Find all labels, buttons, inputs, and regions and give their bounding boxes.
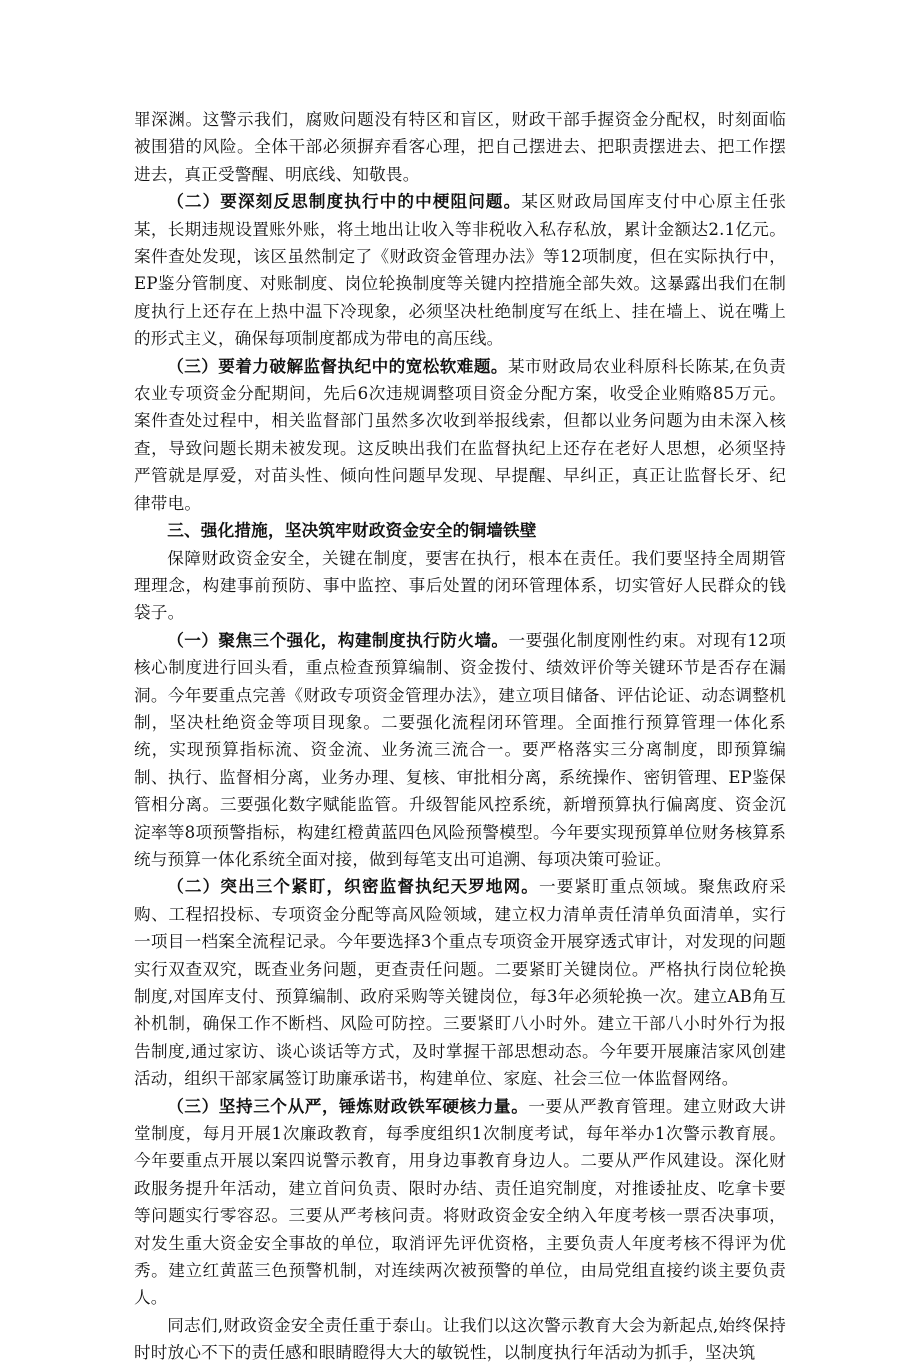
paragraph-continuation: 罪深渊。这警示我们，腐败问题没有特区和盲区，财政干部手握资金分配权，时刻面临被围猎的风险。全体干部必须摒弃看客心理，把自己摆进去、把职责摆进去、把工作摆进去，真正受警醒、明底线、知敬畏。 [134, 110, 786, 184]
subheading-measure-3: （三）坚持三个从严，锤炼财政铁军硬核力量。 [167, 1095, 529, 1116]
paragraph-measure-1-body: 一要强化制度刚性约束。对现有12项核心制度进行回头看，重点检查预算编制、资金拨付、绩效评价等关键环节是否存在漏洞。今年要重点完善《财政专项资金管理办法》，建立项目储备、评估论证、动态调整机制，坚决杜绝资金等项目现象。二要强化流程闭环管理。全面推行预算管理一体化系统，实现预算指标流、资金流、业务流三流合一。要严格落实三分离制度，即预算编制、执行、监督相分离，业务办理、复核、审批相分离，系统操作、密钥管理、EP鉴保管相分离。三要强化数字赋能监管。升级智能风控系统，新增预算执行偏离度、资金沉淀率等8项预警指标，构建红橙黄蓝四色风险预警模型。今年要实现预算单位财务核算系统与预算一体化系统全面对接，做到每笔支出可追溯、每项决策可验证。 [134, 630, 786, 869]
paragraph-measure-3-body: 一要从严教育管理。建立财政大讲堂制度，每月开展1次廉政教育，每季度组织1次制度考试，每年举办1次警示教育展。今年要重点开展以案四说警示教育，用身边事教育身边人。二要从严作风建设。深化财政服务提升年活动，建立首问负责、限时办结、责任追究制度，对推诿扯皮、吃拿卡要等问题实行零容忍。三要从严考核问责。将财政资金安全纳入年度考核一票否决事项，对发生重大资金安全事故的单位，取消评先评优资格，主要负责人年度考核不得评为优秀。建立红黄蓝三色预警机制，对连续两次被预警的单位，由局党组直接约谈主要负责人。 [134, 1096, 787, 1308]
subheading-measure-2: （二）突出三个紧盯，织密监督执纪天罗地网。 [167, 876, 540, 897]
subheading-measure-1: （一）聚焦三个强化，构建制度执行防火墙。 [167, 629, 509, 650]
paragraph-reflection-3-body: 某市财政局农业科原科长陈某,在负责农业专项资金分配期间，先后6次违规调整项目资金分配方案，收受企业贿赂85万元。案件查处过程中，相关监督部门虽然多次收到举报线索，但都以业务问题为由未深入核查，导致问题长期未被发现。这反映出我们在监督执纪上还存在老好人思想，必须坚持严管就是厚爱，对苗头性、倾向性问题早发现、早提醒、早纠正，真正让监督长牙、纪律带电。 [134, 356, 787, 513]
subheading-reflection-2: （二）要深刻反思制度执行中的中梗阻问题。 [167, 191, 522, 212]
paragraph-reflection-2-body: 某区财政局国库支付中心原主任张某，长期违规设置账外账，将土地出让收入等非税收入私存私放，累计金额达2.1亿元。案件查处发现，该区虽然制定了《财政资金管理办法》等12项制度，但在实际执行中，EP鉴分管制度、对账制度、岗位轮换制度等关键内控措施全部失效。这暴露出我们在制度执行上还存在上热中温下冷现象，必须坚决杜绝制度写在纸上、挂在墙上、说在嘴上的形式主义，确保每项制度都成为带电的高压线。 [134, 192, 787, 349]
paragraph-closing: 同志们,财政资金安全责任重于泰山。让我们以这次警示教育大会为新起点,始终保持时时放心不下的责任感和眼睛瞪得大大的敏锐性，以制度执行年活动为抓手，坚决筑 [134, 1315, 786, 1363]
paragraph-measure-2 [134, 873, 786, 1092]
subheading-reflection-3: （三）要着力破解监督执纪中的宽松软难题。 [167, 355, 508, 376]
paragraph-reflection-3 [134, 353, 786, 517]
paragraph-measure-3 [134, 1093, 786, 1312]
paragraph-section-3-intro: 保障财政资金安全，关键在制度，要害在执行，根本在责任。我们要坚持全周期管理理念，构建事前预防、事中监控、事后处置的闭环管理体系，切实管好人民群众的钱袋子。 [134, 548, 786, 623]
paragraph-measure-1 [134, 627, 786, 874]
section-heading-3: 三、强化措施，坚决筑牢财政资金安全的铜墙铁壁 [167, 521, 537, 541]
paragraph-reflection-2 [134, 188, 786, 352]
paragraph-measure-2-body: 一要紧盯重点领域。聚焦政府采购、工程招投标、专项资金分配等高风险领域，建立权力清单责任清单负面清单，实行一项目一档案全流程记录。今年要选择3个重点专项资金开展穿透式审计，对发现的问题实行双查双究，既查业务问题，更查责任问题。二要紧盯关键岗位。严格执行岗位轮换制度,对国库支付、预算编制、政府采购等关键岗位，每3年必须轮换一次。建立AB角互补机制，确保工作不断档、风险可防控。三要紧盯八小时外。建立干部八小时外行为报告制度,通过家访、谈心谈话等方式，及时掌握干部思想动态。今年要开展廉洁家风创建活动，组织干部家属签订助廉承诺书，构建单位、家庭、社会三位一体监督网络。 [134, 877, 786, 1089]
document-page [134, 106, 786, 1367]
